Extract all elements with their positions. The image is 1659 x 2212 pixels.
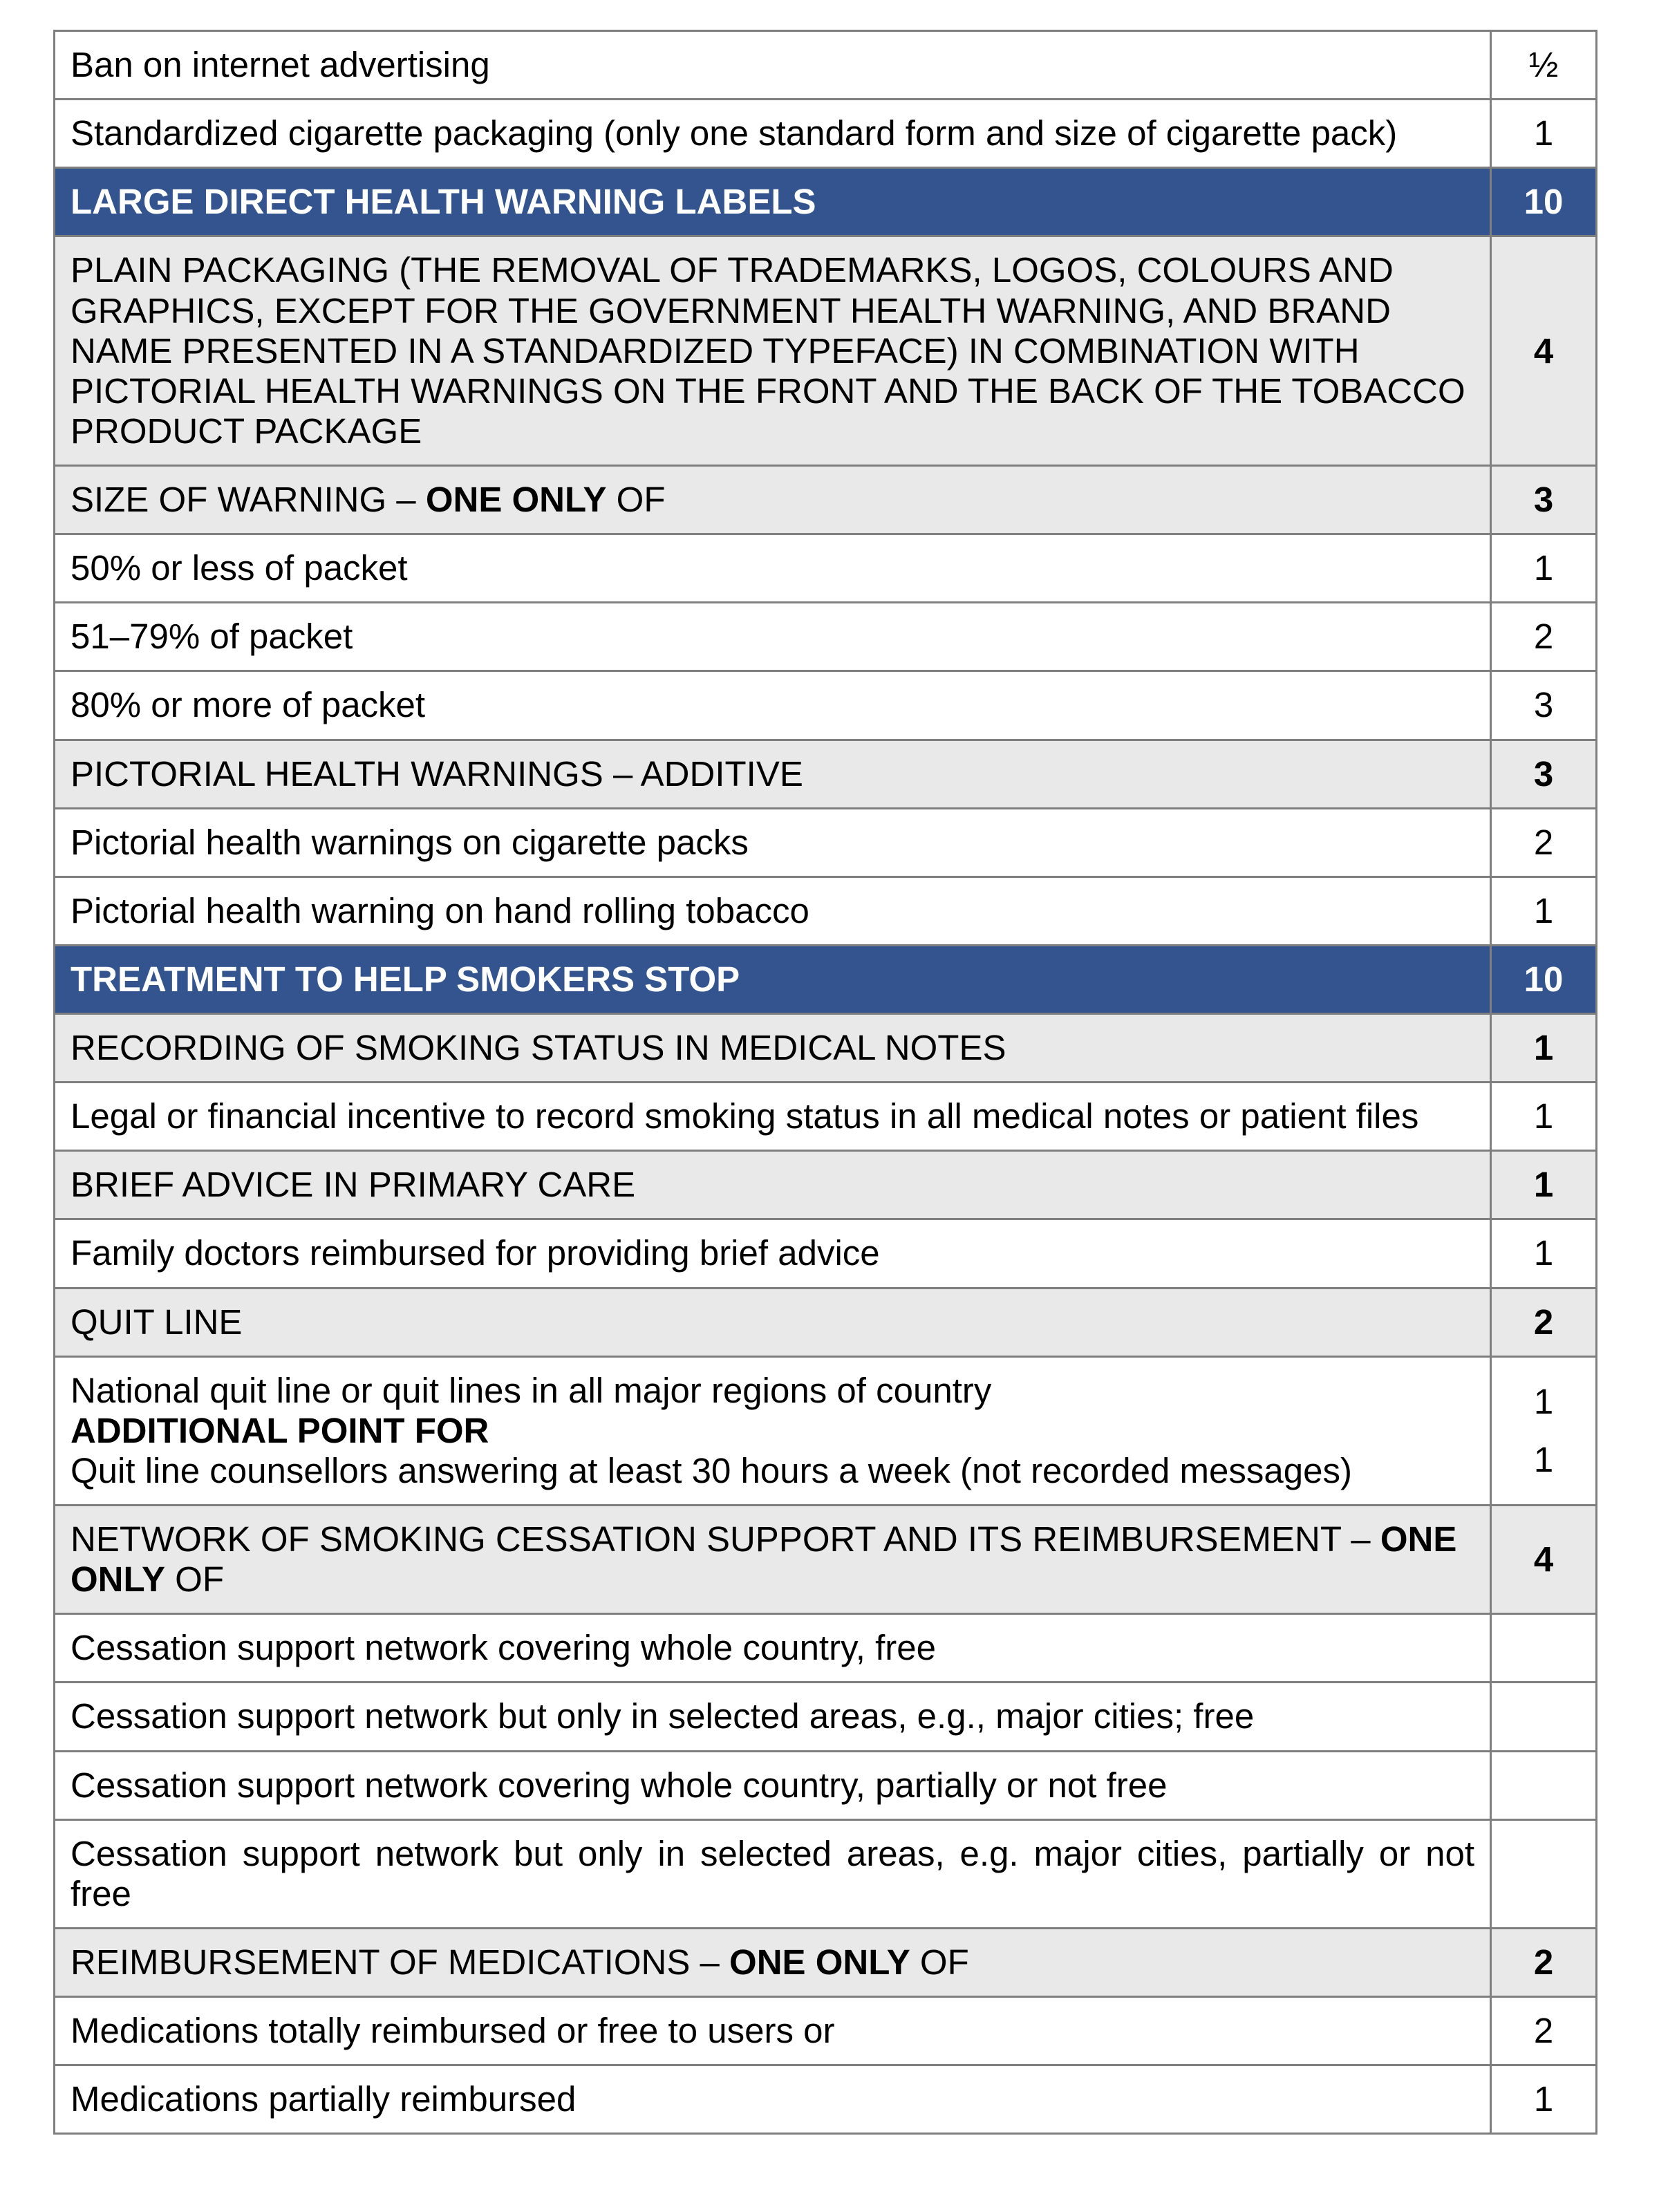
row-points: ½ bbox=[1491, 31, 1597, 100]
row-points: 3 bbox=[1491, 466, 1597, 534]
row-points: 1 bbox=[1491, 877, 1597, 945]
row-points: 2 bbox=[1491, 1928, 1597, 1996]
table-row bbox=[55, 534, 1597, 603]
row-label: Medications partially reimbursed bbox=[55, 2065, 1491, 2134]
row-label: PICTORIAL HEALTH WARNINGS – ADDITIVE bbox=[55, 740, 1491, 808]
row-points: 10 bbox=[1491, 945, 1597, 1013]
row-points: 4 bbox=[1491, 236, 1597, 466]
table-row bbox=[55, 1219, 1597, 1288]
row-points: 3 bbox=[1491, 671, 1597, 740]
row-points: 2 bbox=[1491, 1288, 1597, 1356]
table-row bbox=[55, 740, 1597, 808]
row-points bbox=[1491, 1614, 1597, 1683]
row-label: Cessation support network but only in selected areas, e.g. major cities, partially or not free bbox=[55, 1819, 1491, 1928]
table-row bbox=[55, 671, 1597, 740]
row-label: Ban on internet advertising bbox=[55, 31, 1491, 100]
table-row bbox=[55, 1614, 1597, 1683]
row-points: 2 bbox=[1491, 603, 1597, 671]
row-points: 4 bbox=[1491, 1506, 1597, 1614]
row-points: 1 bbox=[1491, 1151, 1597, 1219]
table-row bbox=[55, 1997, 1597, 2065]
table-row bbox=[55, 2065, 1597, 2134]
row-points: 3 bbox=[1491, 740, 1597, 808]
table-row bbox=[55, 100, 1597, 168]
row-points bbox=[1491, 1819, 1597, 1928]
scoring-table-body bbox=[55, 31, 1597, 2134]
row-label: Pictorial health warnings on cigarette packs bbox=[55, 808, 1491, 877]
row-points: 2 bbox=[1491, 1997, 1597, 2065]
table-row bbox=[55, 1356, 1597, 1505]
row-label: Cessation support network covering whole country, partially or not free bbox=[55, 1751, 1491, 1819]
row-points: 1 bbox=[1491, 1219, 1597, 1288]
row-label: REIMBURSEMENT OF MEDICATIONS – ONE ONLY OF bbox=[55, 1928, 1491, 1996]
table-row bbox=[55, 1288, 1597, 1356]
row-label: National quit line or quit lines in all major regions of country ADDITIONAL POINT FOR Quit line counsellors answering at least 30 hours a week (not recorded messages) bbox=[55, 1356, 1491, 1505]
row-label: BRIEF ADVICE IN PRIMARY CARE bbox=[55, 1151, 1491, 1219]
row-label: TREATMENT TO HELP SMOKERS STOP bbox=[55, 945, 1491, 1013]
table-row bbox=[55, 1683, 1597, 1751]
policy-scoring-table bbox=[53, 30, 1597, 2135]
table-row bbox=[55, 466, 1597, 534]
row-label: 80% or more of packet bbox=[55, 671, 1491, 740]
row-points bbox=[1491, 1751, 1597, 1819]
row-points: 10 bbox=[1491, 168, 1597, 236]
row-points: 1 1 bbox=[1491, 1356, 1597, 1505]
row-label: PLAIN PACKAGING (THE REMOVAL OF TRADEMARKS, LOGOS, COLOURS AND GRAPHICS, EXCEPT FOR THE GOVERNMENT HEALTH WARNING, AND BRAND NAME PRESENTED IN A STANDARDIZED TYPEFACE) IN COMBINATION WITH PICTORIAL HEALTH WARNINGS ON THE FRONT AND THE BACK OF THE TOBACCO PRODUCT PACKAGE bbox=[55, 236, 1491, 466]
table-row bbox=[55, 168, 1597, 236]
table-row bbox=[55, 1082, 1597, 1151]
row-label: QUIT LINE bbox=[55, 1288, 1491, 1356]
row-label: LARGE DIRECT HEALTH WARNING LABELS bbox=[55, 168, 1491, 236]
row-points: 1 bbox=[1491, 1014, 1597, 1082]
row-label: Cessation support network but only in selected areas, e.g., major cities; free bbox=[55, 1683, 1491, 1751]
row-label: NETWORK OF SMOKING CESSATION SUPPORT AND ITS REIMBURSEMENT – ONE ONLY OF bbox=[55, 1506, 1491, 1614]
table-row bbox=[55, 31, 1597, 100]
row-points: 1 bbox=[1491, 1082, 1597, 1151]
row-label: Pictorial health warning on hand rolling tobacco bbox=[55, 877, 1491, 945]
row-label: SIZE OF WARNING – ONE ONLY OF bbox=[55, 466, 1491, 534]
row-label: 50% or less of packet bbox=[55, 534, 1491, 603]
row-label: RECORDING OF SMOKING STATUS IN MEDICAL NOTES bbox=[55, 1014, 1491, 1082]
table-row bbox=[55, 1928, 1597, 1996]
row-points: 1 bbox=[1491, 2065, 1597, 2134]
table-row bbox=[55, 1506, 1597, 1614]
table-row bbox=[55, 236, 1597, 466]
row-label: Legal or financial incentive to record smoking status in all medical notes or patient files bbox=[55, 1082, 1491, 1151]
table-row bbox=[55, 808, 1597, 877]
row-points: 1 bbox=[1491, 100, 1597, 168]
table-row bbox=[55, 945, 1597, 1013]
row-points: 1 bbox=[1491, 534, 1597, 603]
table-row bbox=[55, 877, 1597, 945]
row-label: 51–79% of packet bbox=[55, 603, 1491, 671]
row-points bbox=[1491, 1683, 1597, 1751]
table-row bbox=[55, 1819, 1597, 1928]
table-row bbox=[55, 603, 1597, 671]
row-label: Medications totally reimbursed or free to users or bbox=[55, 1997, 1491, 2065]
row-label: Family doctors reimbursed for providing brief advice bbox=[55, 1219, 1491, 1288]
row-label: Cessation support network covering whole country, free bbox=[55, 1614, 1491, 1683]
table-row bbox=[55, 1751, 1597, 1819]
table-row bbox=[55, 1151, 1597, 1219]
row-points: 2 bbox=[1491, 808, 1597, 877]
table-row bbox=[55, 1014, 1597, 1082]
row-label: Standardized cigarette packaging (only one standard form and size of cigarette pack) bbox=[55, 100, 1491, 168]
